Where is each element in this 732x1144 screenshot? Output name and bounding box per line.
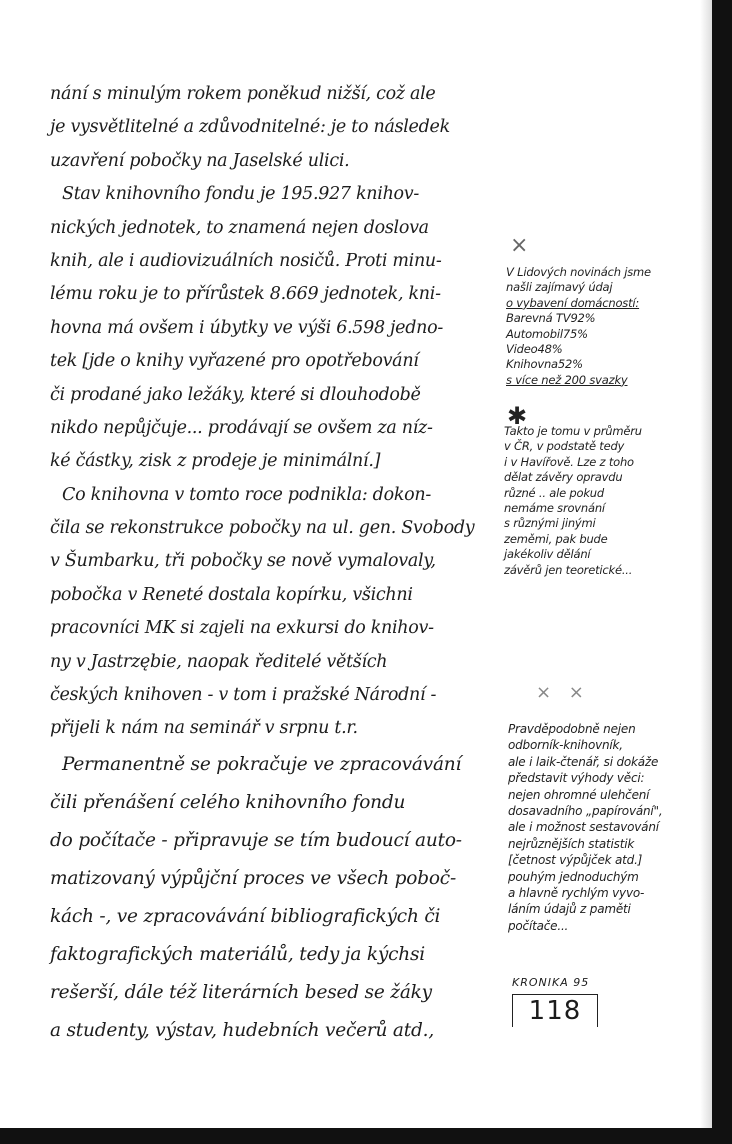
- note-line: ale i možnost sestavování: [508, 820, 659, 835]
- note-line: V Lidových novinách jsme: [506, 265, 651, 279]
- note-line: s různými jinými: [504, 516, 596, 531]
- stat-row: [506, 357, 682, 372]
- note-line: dělat závěry opravdu: [504, 470, 623, 485]
- note-line: [četnost výpůjček atd.]: [508, 853, 643, 868]
- scan-top-edge: [0, 0, 732, 10]
- text-line: lému roku je to přírůstek 8.669 jednotek, kni-: [50, 284, 441, 305]
- chronicle-label: KRONIKA 95: [512, 976, 590, 989]
- stat-label: Barevná TV: [506, 311, 571, 326]
- text-line: pobočka v Reneté dostala kopírku, všichni: [50, 584, 413, 605]
- stat-value: 48%: [537, 341, 563, 356]
- note-line: Pravděpodobně nejen: [508, 722, 636, 736]
- text-line: čili přenášení celého knihovního fondu: [50, 791, 406, 813]
- note-line: i v Havířově. Lze z toho: [504, 454, 634, 469]
- text-line: Co knihovna v tomto roce podnikla: dokon-: [62, 484, 431, 505]
- note-line: o vybavení domácností:: [506, 295, 640, 310]
- note-line: různé .. ale pokud: [504, 485, 604, 500]
- side-note-computerization: [508, 721, 704, 934]
- text-line: nání s minulým rokem poněkud nižší, což ale: [50, 84, 436, 104]
- note-line: jakékoliv dělání: [504, 547, 591, 562]
- text-line: nikdo nepůjčuje... prodávají se ovšem za níz-: [50, 417, 433, 438]
- note-line: Takto je tomu v průměru: [504, 424, 642, 438]
- note-line: dosavadního „papírování",: [508, 803, 663, 818]
- note-line: s více než 200 svazky: [506, 372, 628, 387]
- text-line: matizovaný výpůjční proces ve všech poboč-: [50, 867, 457, 889]
- stat-row: [506, 311, 682, 326]
- note-line: nejen ohromné ulehčení: [508, 787, 650, 802]
- main-handwritten-text: [50, 78, 498, 1050]
- text-line: přijeli k nám na seminář v srpnu t.r.: [50, 718, 358, 739]
- text-line: ny v Jastrzębie, naopak ředitelé větších: [50, 651, 388, 672]
- text-line: nických jednotek, to znamená nejen doslova: [50, 217, 429, 238]
- page-number: 118: [512, 994, 598, 1027]
- side-note-statistics: [506, 265, 704, 388]
- double-cross-mark-icon: × ×: [536, 682, 590, 703]
- note-line: pouhým jednoduchým: [508, 869, 639, 884]
- text-line: ké částky, zisk z prodeje je minimální.]: [50, 451, 381, 472]
- stat-label: Automobil: [506, 326, 563, 341]
- text-line: do počítače - připravuje se tím budoucí auto-: [50, 829, 462, 851]
- text-line: čila se rekonstrukce pobočky na ul. gen. Svobody: [50, 518, 475, 539]
- text-line: a studenty, výstav, hudebních večerů atd.,: [50, 1019, 434, 1041]
- stat-value: 92%: [570, 311, 596, 326]
- stat-value: 52%: [557, 357, 583, 372]
- text-line: pracovníci MK si zajeli na exkursi do knihov-: [50, 618, 434, 639]
- note-line: závěrů jen teoretické...: [504, 562, 633, 577]
- scan-right-border: [712, 0, 732, 1144]
- text-line: hovna má ovšem i úbytky ve výši 6.598 jedno-: [50, 317, 443, 338]
- stat-label: Knihovna: [506, 357, 558, 372]
- note-line: a hlavně rychlým vyvo-: [508, 885, 645, 900]
- stat-row: [506, 342, 682, 357]
- text-line: Stav knihovního fondu je 195.927 knihov-: [62, 184, 419, 205]
- text-line: Permanentně se pokračuje ve zpracovávání: [62, 753, 462, 775]
- side-note-commentary: [504, 424, 700, 578]
- note-line: našli zajímavý údaj: [506, 280, 613, 295]
- asterisk-mark-icon: ✱: [507, 402, 528, 430]
- text-line: českých knihoven - v tom i pražské Národní -: [50, 685, 437, 706]
- scan-page-edge-shade: [700, 0, 712, 1130]
- text-line: knih, ale i audiovizuálních nosičů. Proti minu-: [50, 250, 442, 271]
- note-line: počítače...: [508, 918, 569, 933]
- text-line: tek [jde o knihy vyřazené pro opotřebování: [50, 351, 419, 372]
- text-line: v Šumbarku, tři pobočky se nově vymalovaly,: [50, 551, 436, 572]
- stat-value: 75%: [562, 326, 588, 341]
- text-line: kách -, ve zpracovávání bibliografických či: [50, 905, 441, 927]
- text-line: rešerší, dále též literárních besed se žáky: [50, 981, 432, 1003]
- stat-row: [506, 327, 682, 342]
- stat-label: Video: [506, 341, 538, 356]
- note-line: nemáme srovnání: [504, 500, 605, 515]
- note-line: nejrůznějších statistik: [508, 836, 635, 851]
- scan-bottom-border: [0, 1128, 732, 1144]
- text-line: je vysvětlitelné a zdůvodnitelné: je to následek: [50, 117, 450, 138]
- note-line: láním údajů z paměti: [508, 902, 631, 917]
- note-line: ale i laik-čtenář, si dokáže: [508, 754, 659, 769]
- text-line: faktografických materiálů, tedy ja kýchsi: [50, 943, 426, 965]
- cross-mark-icon: ×: [510, 233, 529, 258]
- text-line: uzavření pobočky na Jaselské ulici.: [50, 150, 350, 171]
- note-line: odborník-knihovník,: [508, 738, 623, 753]
- text-line: či prodané jako ležáky, které si dlouhodobě: [50, 384, 421, 405]
- note-line: představit výhody věci:: [508, 771, 645, 786]
- note-line: zeměmi, pak bude: [504, 531, 608, 546]
- note-line: v ČR, v podstatě tedy: [504, 439, 625, 454]
